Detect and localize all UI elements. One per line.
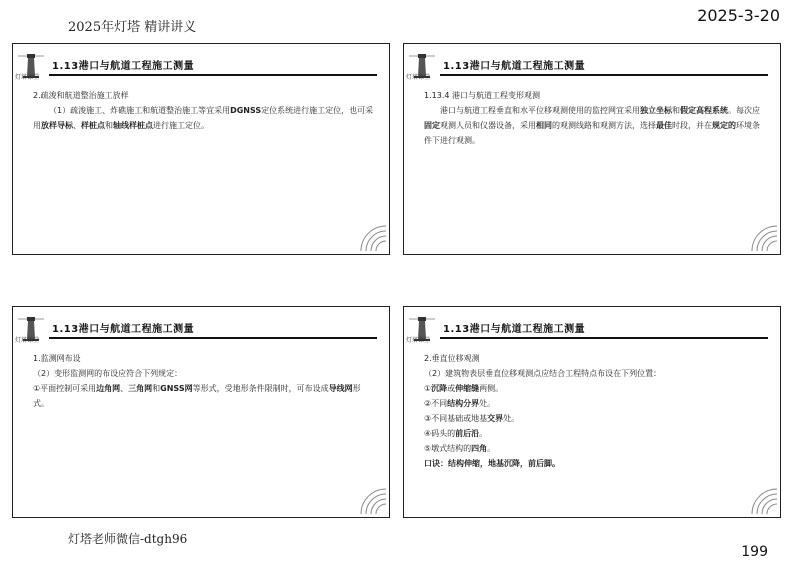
list-item: ③不同基础或地基交界处。 xyxy=(424,414,520,423)
page-number: 199 xyxy=(741,544,768,560)
slide-title: 1.13港口与航道工程施工测量 xyxy=(443,61,586,72)
list-item: ④码头的前后沿。 xyxy=(424,429,488,438)
slide-title: 1.13港口与航道工程施工测量 xyxy=(52,324,195,335)
slide-body xyxy=(424,88,766,148)
slide-body xyxy=(424,351,766,471)
corner-swirl-icon xyxy=(357,222,387,252)
section-heading: 2.垂直位移观测 xyxy=(424,354,480,363)
document-header: 2025年灯塔 精讲讲义 xyxy=(68,20,197,35)
list-item: ①沉降或伸缩缝两侧。 xyxy=(424,384,504,393)
section-heading: 2.疏浚和航道整治施工放样 xyxy=(33,91,129,100)
list-item: ②不同结构分界处。 xyxy=(424,399,496,408)
title-underline xyxy=(440,74,768,76)
section-heading: 1.监测网布设 xyxy=(33,354,81,363)
logo-text: 灯塔课堂 xyxy=(15,74,40,81)
corner-swirl-icon xyxy=(748,222,778,252)
logo-text: 灯塔课堂 xyxy=(406,337,431,344)
slide-1 xyxy=(12,43,390,255)
sub-heading: （2）变形监测网的布设应符合下列规定： xyxy=(33,369,183,378)
slide-4 xyxy=(403,306,781,518)
list-item: ⑤墩式结构的四角。 xyxy=(424,444,496,453)
slide-3 xyxy=(12,306,390,518)
slide-title: 1.13港口与航道工程施工测量 xyxy=(443,324,586,335)
document-date: 2025-3-20 xyxy=(697,6,780,25)
title-underline xyxy=(440,337,768,339)
section-heading: 1.13.4 港口与航道工程变形观测 xyxy=(424,91,540,100)
logo-text: 灯塔课堂 xyxy=(406,74,431,81)
mnemonic: 口诀：结构伸缩，地基沉降，前后脚。 xyxy=(424,459,560,468)
slide-title: 1.13港口与航道工程施工测量 xyxy=(52,61,195,72)
slide-2 xyxy=(403,43,781,255)
logo-text: 灯塔课堂 xyxy=(15,337,40,344)
slide-body xyxy=(33,351,375,411)
title-underline xyxy=(49,337,377,339)
paragraph: 港口与航道工程垂直和水平位移观测使用的监控网宜采用独立坐标和假定高程系统。每次应固定观测人员和仪器设备，采用相同的观测线路和观测方法，选择最佳时段，并在规定的环境条件下进行观测。 xyxy=(424,106,760,145)
slide-body xyxy=(33,88,375,133)
title-underline xyxy=(49,74,377,76)
document-footer: 灯塔老师微信-dtgh96 xyxy=(68,532,188,546)
paragraph: ①平面控制可采用边角网、三角网和GNSS网等形式，受地形条件限制时，可布设成导线网形式。 xyxy=(33,384,361,408)
paragraph: （1）疏浚施工、炸礁施工和航道整治施工等宜采用DGNSS定位系统进行施工定位，也可采用放样导标、样桩点和轴线样桩点进行施工定位。 xyxy=(33,106,374,130)
sub-heading: （2）建筑物表层垂直位移观测点应结合工程特点布设在下列位置： xyxy=(424,369,662,378)
corner-swirl-icon xyxy=(748,485,778,515)
corner-swirl-icon xyxy=(357,485,387,515)
